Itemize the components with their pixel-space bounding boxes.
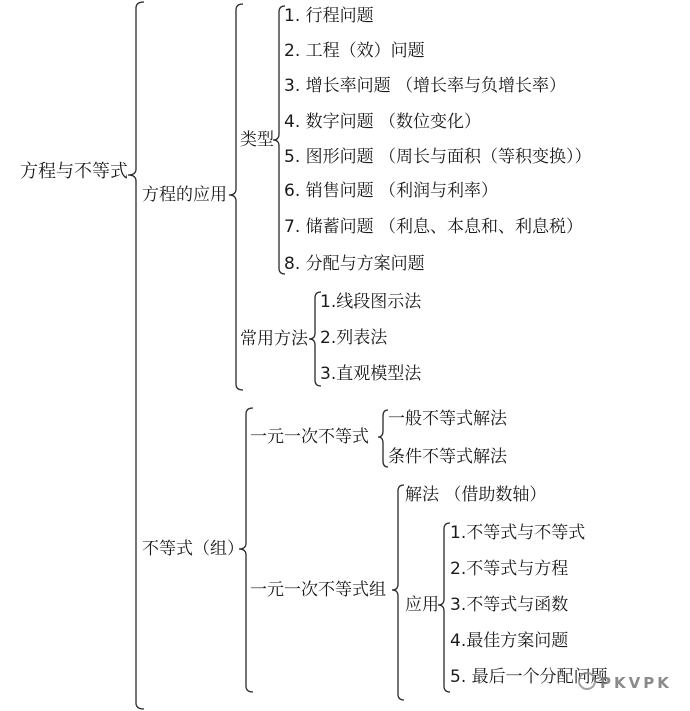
brace-application [438,523,450,692]
method-item: 2.列表法 [320,328,388,348]
type-item: 2. 工程（效）问题 [284,41,425,61]
brace-single [378,410,388,467]
type-item: 5. 图形问题 （周长与面积（等积变换）） [284,147,592,167]
node-inequality: 不等式（组） [142,539,244,559]
type-item: 7. 储蓄问题 （利息、本息和、利息税） [284,217,584,237]
application-item: 4.最佳方案问题 [450,631,569,651]
single-item: 一般不等式解法 [388,409,507,429]
node-common-methods: 常用方法 [240,329,308,349]
type-item: 8. 分配与方案问题 [284,254,425,274]
watermark: PKVPK [578,672,672,692]
brace-root [128,2,144,709]
application-item: 1.不等式与不等式 [450,523,586,543]
type-item: 6. 销售问题 （利润与利率） [284,181,499,201]
node-inequality-system: 一元一次不等式组 [250,580,386,600]
application-item: 5. 最后一个分配问题 [450,667,608,687]
node-solution: 解法 （借助数轴） [405,485,547,505]
type-item: 4. 数字问题 （数位变化） [284,112,482,132]
watermark-logo-icon [578,672,596,690]
method-item: 1.线段图示法 [320,292,422,312]
node-equation-application: 方程的应用 [142,185,227,205]
type-item: 3. 增长率问题 （增长率与负增长率） [284,76,567,96]
application-item: 2.不等式与方程 [450,559,569,579]
node-types: 类型 [240,130,274,150]
node-application: 应用 [405,595,439,615]
single-item: 条件不等式解法 [388,447,507,467]
brace-system [392,485,404,700]
node-root: 方程与不等式 [20,161,128,182]
method-item: 3.直观模型法 [320,364,422,384]
node-single-inequality: 一元一次不等式 [250,427,369,447]
type-item: 1. 行程问题 [284,6,374,26]
application-item: 3.不等式与函数 [450,595,569,615]
